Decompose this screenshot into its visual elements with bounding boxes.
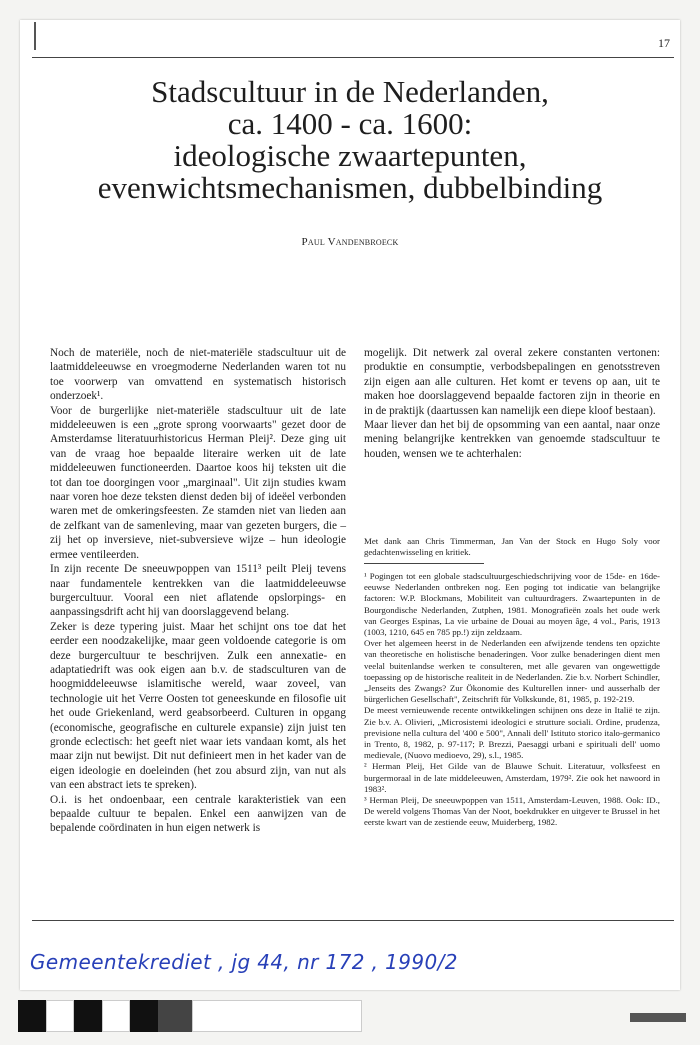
title-line-3: ideologische zwaartepunten, [173, 138, 527, 173]
title-line-4: evenwichtsmechanismen, dubbelbinding [97, 170, 603, 205]
thanks-text: Met dank aan Chris Timmerman, Jan Van der Stock en Hugo Soly voor gedachtenwisseling en kritiek. [364, 536, 660, 558]
article-title [40, 76, 660, 204]
paragraph: In zijn recente De sneeuwpoppen van 1511³ peilt Pleij tevens naar fundamentele kentrekken van die laatmiddeleeuwse burgercultuur. Vooral een niet aflatende opslorpings- en aanpassingsdrift acht hij van doorslaggevend belang. [50, 563, 346, 619]
header-rule [32, 57, 674, 58]
author: Paul Vandenbroeck [301, 236, 399, 248]
color-bar-segment [192, 1000, 362, 1032]
footer-rule [32, 920, 674, 921]
color-bar-segment [74, 1000, 102, 1032]
footnote-rule [364, 563, 484, 564]
footnotes [364, 571, 660, 829]
title-line-1: Stadscultuur in de Nederlanden, [151, 74, 549, 109]
page-number: 17 [658, 36, 670, 50]
footnote: Over het algemeen heerst in de Nederlanden een afwijzende tendens ten opzichte van theoretische en holistische benaderingen. Voor zulke benaderingen dient men veelal buitenlandse werken te consulteren, met alle gevaren van ongewettigde toepassing op de historische realiteit in de Nederlanden. Zie b.v. Norbert Schindler, „Jenseits des Zwangs? Zur Ökonomie des Kulturellen inner- und ausserhalb der bürgerlichen Gesellschaft", Zeitschrift für Volkskunde, 81, 1985, p. 192-219. [364, 638, 660, 705]
footnote: ³ Herman Pleij, De sneeuwpoppen van 1511, Amsterdam-Leuven, 1988. Ook: ID., De wereld volgens Thomas Van der Noot, boekdrukker en uitgever te Brussel in het eerste kwart van de zestiende eeuw, Muiderberg, 1982. [364, 795, 660, 828]
color-bar-segment [130, 1000, 158, 1032]
color-bar-segment [102, 1000, 130, 1032]
footnote: ² Herman Pleij, Het Gilde van de Blauwe Schuit. Literatuur, volksfeest en burgermoraal in de late middeleeuwen, Amsterdam, 1979². Zie ook het nawoord in 1983². [364, 761, 660, 794]
paragraph: Maar liever dan het bij de opsomming van een aantal, naar onze mening belangrijke kentrekken van genoemde stadscultuur te houden, wensen we te achterhalen: [364, 419, 660, 460]
paragraph: Zeker is deze typering juist. Maar het schijnt ons toe dat het eerder een noodzakelijke, maar geen voldoende categorie is om deze burgercultuur te beschrijven. Zulk een annexatie- en adaptatiedrift was ook eigen aan b.v. de stadsculturen van de hoogmiddeleeuwse islamitische wereld, waar zoveel, van technologie uit het Verre Oosten tot geneeskunde en filosofie uit het oude Griekenland, werd geabsorbeerd. Culturen in opgang (economische, geografische en culturele expansie) zijn juist ten gronde eclectisch: het geeft niet waar iets vandaan komt, als het maar zijn nut bewijst. Dit nut definieert men in het kader van de eigen ideologie en doeleinden (het zou absurd zijn, van nut als van een abstract iets te spreken). [50, 620, 346, 792]
margin-mark [34, 22, 36, 50]
paragraph: Voor de burgerlijke niet-materiële stadscultuur uit de late middeleeuwen is een „grote sprong voorwaarts" gezet door de Amsterdamse literatuurhistoricus Herman Pleij². Deze ging uit van de vraag hoe bepaalde literaire werken uit de late middeleeuwen functioneerden. Daartoe koos hij teksten uit die tot dan toe doorgingen voor „marginaal". Uit zijn studies kwam naar voren hoe deze teksten dienst deden bij of ideëel verbonden waren met de omkeringsfeesten. Ze stamden niet van lieden aan de zelfkant van de samenleving, maar van gezeten burgers, die – zij het op inversieve, niet-subversieve wijze – hun ideologie ermee ventileerden. [50, 404, 346, 561]
body-column-right [364, 346, 660, 461]
catalog-label [630, 1013, 686, 1022]
color-bar-segment [18, 1000, 46, 1032]
footnote: ¹ Pogingen tot een globale stadscultuurgeschiedschrijving voor de 15de- en 16de-eeuwse Nederlanden ontbreken nog. Een poging tot indicatie van belangrijke factoren: W.P. Blockmans, Mobiliteit van cultuurdragers. Zwaartepunten in de Bourgondische Nederlanden, Zutphen, 1981. Monografieën zoals het oude werk van Georges Espinas, La vie urbaine de Douai au moyen âge, 4 vol., Paris, 1913 (1003, 1210, 645 en 785 pp.!) zijn zeldzaam. [364, 571, 660, 638]
footnote: De meest vernieuwende recente ontwikkelingen schijnen ons deze in Italië te zijn. Zie b.v. A. Olivieri, „Microsistemi ideologici e strutture sociali. Ordine, prudenza, previsione nella cultura del '400 e 500", Annali dell' Istituto storico italo-germanico in Trento, 8, 1982, p. 97-117; P. Brezzi, Paesaggi urbani e spirituali dell' uomo medievale, (Nuovo medioevo, 29), s.l., 1985. [364, 705, 660, 761]
color-bar-segment [46, 1000, 74, 1032]
color-bar-segment [158, 1000, 192, 1032]
paragraph: O.i. is het ondoenbaar, een centrale karakteristiek van een bepaalde cultuur te bepalen. Enkel een aanwijzen van de bepalende coördinaten in hun eigen netwerk is [50, 793, 346, 835]
acknowledgement-note [364, 536, 660, 558]
title-line-2: ca. 1400 - ca. 1600: [227, 106, 473, 141]
paragraph: mogelijk. Dit netwerk zal overal zekere constanten vertonen: produktie en consumptie, verbodsbepalingen en genotsstreven zijn eigen aan alle culturen. Het komt er tevens op aan, uit te maken hoe doorslaggevend bepaalde factoren zijn in theorie en in de praktijk (daartussen kan namelijk een diepe kloof bestaan). [364, 347, 660, 417]
handwritten-annotation: Gemeentekrediet , jg 44, nr 172 , 1990/2 [30, 950, 458, 974]
paragraph: Noch de materiële, noch de niet-materiële stadscultuur uit de laatmiddeleeuwse en vroegmoderne Nederlanden waren tot nu toe voorwerp van omvattend en systematisch historisch onderzoek¹. [50, 347, 346, 403]
body-column-left [50, 346, 346, 836]
